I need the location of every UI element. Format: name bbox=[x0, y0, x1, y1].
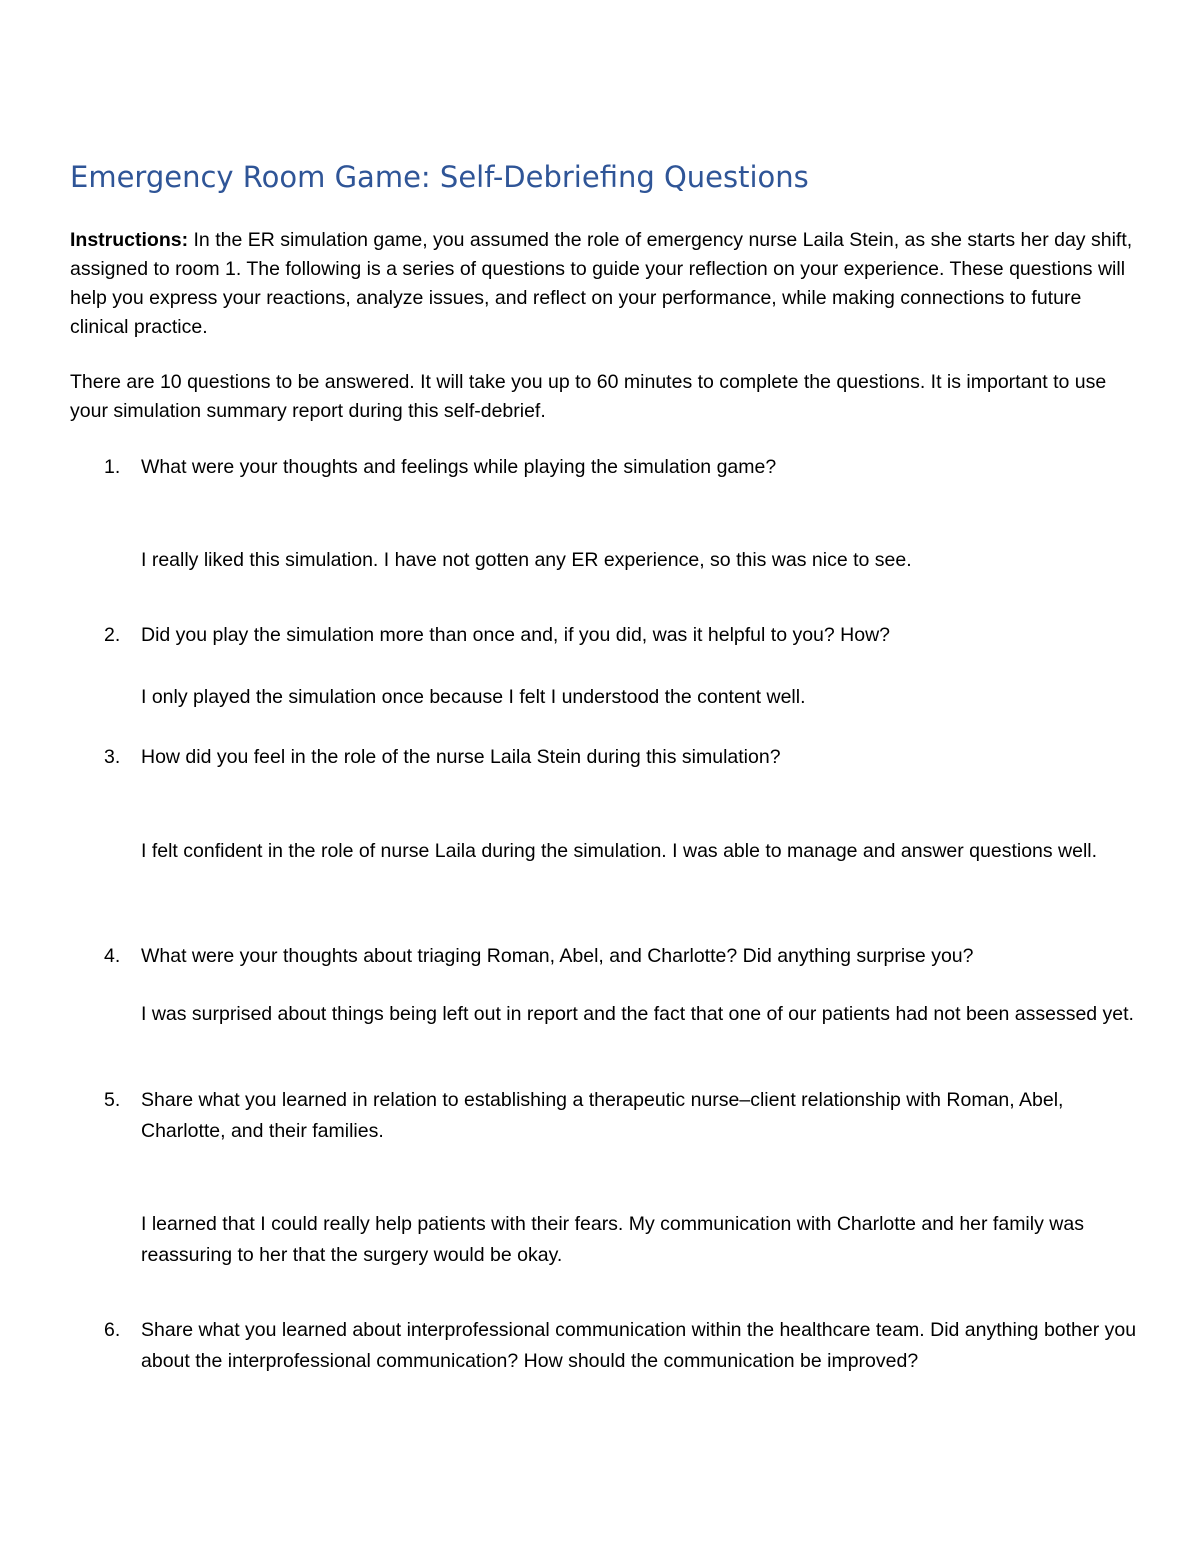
question-2-text: Did you play the simulation more than once and, if you did, was it helpful to you? How? bbox=[141, 624, 891, 646]
answer-4: I was surprised about things being left out in report and the fact that one of our patients had not been assessed yet. bbox=[141, 1003, 1134, 1025]
question-3-text: How did you feel in the role of the nurse Laila Stein during this simulation? bbox=[141, 746, 781, 768]
question-2-number: 2. bbox=[104, 624, 121, 646]
question-4-text: What were your thoughts about triaging Roman, Abel, and Charlotte? Did anything surprise you? bbox=[141, 945, 974, 967]
question-5-number: 5. bbox=[104, 1089, 121, 1111]
answer-2: I only played the simulation once because I felt I understood the content well. bbox=[141, 686, 806, 708]
question-1-text: What were your thoughts and feelings while playing the simulation game? bbox=[141, 456, 777, 478]
question-6-number: 6. bbox=[104, 1319, 121, 1341]
document-title: Emergency Room Game: Self-Debriefing Questions bbox=[70, 160, 809, 194]
instructions-label: Instructions: bbox=[70, 229, 189, 251]
instructions-paragraph bbox=[70, 226, 1140, 342]
question-3-number: 3. bbox=[104, 746, 121, 768]
question-4-number: 4. bbox=[104, 945, 121, 967]
answer-1: I really liked this simulation. I have not gotten any ER experience, so this was nice to see. bbox=[141, 549, 912, 571]
answer-5: I learned that I could really help patients with their fears. My communication with Charlotte and her family was reassuring to her that the surgery would be okay. bbox=[141, 1213, 1084, 1266]
question-1-number: 1. bbox=[104, 456, 121, 478]
answer-3: I felt confident in the role of nurse Laila during the simulation. I was able to manage and answer questions well. bbox=[141, 840, 1098, 862]
question-6-text: Share what you learned about interprofessional communication within the healthcare team. Did anything bother you about the interprofessional communication? How should the communication be improved? bbox=[141, 1319, 1137, 1372]
question-5-text: Share what you learned in relation to establishing a therapeutic nurse–client relationship with Roman, Abel, Charlotte, and their families. bbox=[141, 1089, 1064, 1142]
intro-paragraph: There are 10 questions to be answered. It will take you up to 60 minutes to complete the questions. It is important to use your simulation summary report during this self-debrief. bbox=[70, 371, 1107, 422]
instructions-text: In the ER simulation game, you assumed the role of emergency nurse Laila Stein, as she starts her day shift, assigned to room 1. The following is a series of questions to guide your reflection on your experience. These questions will help you express your reactions, analyze issues, and reflect on your performance, while making connections to future clinical practice. bbox=[70, 229, 1133, 338]
